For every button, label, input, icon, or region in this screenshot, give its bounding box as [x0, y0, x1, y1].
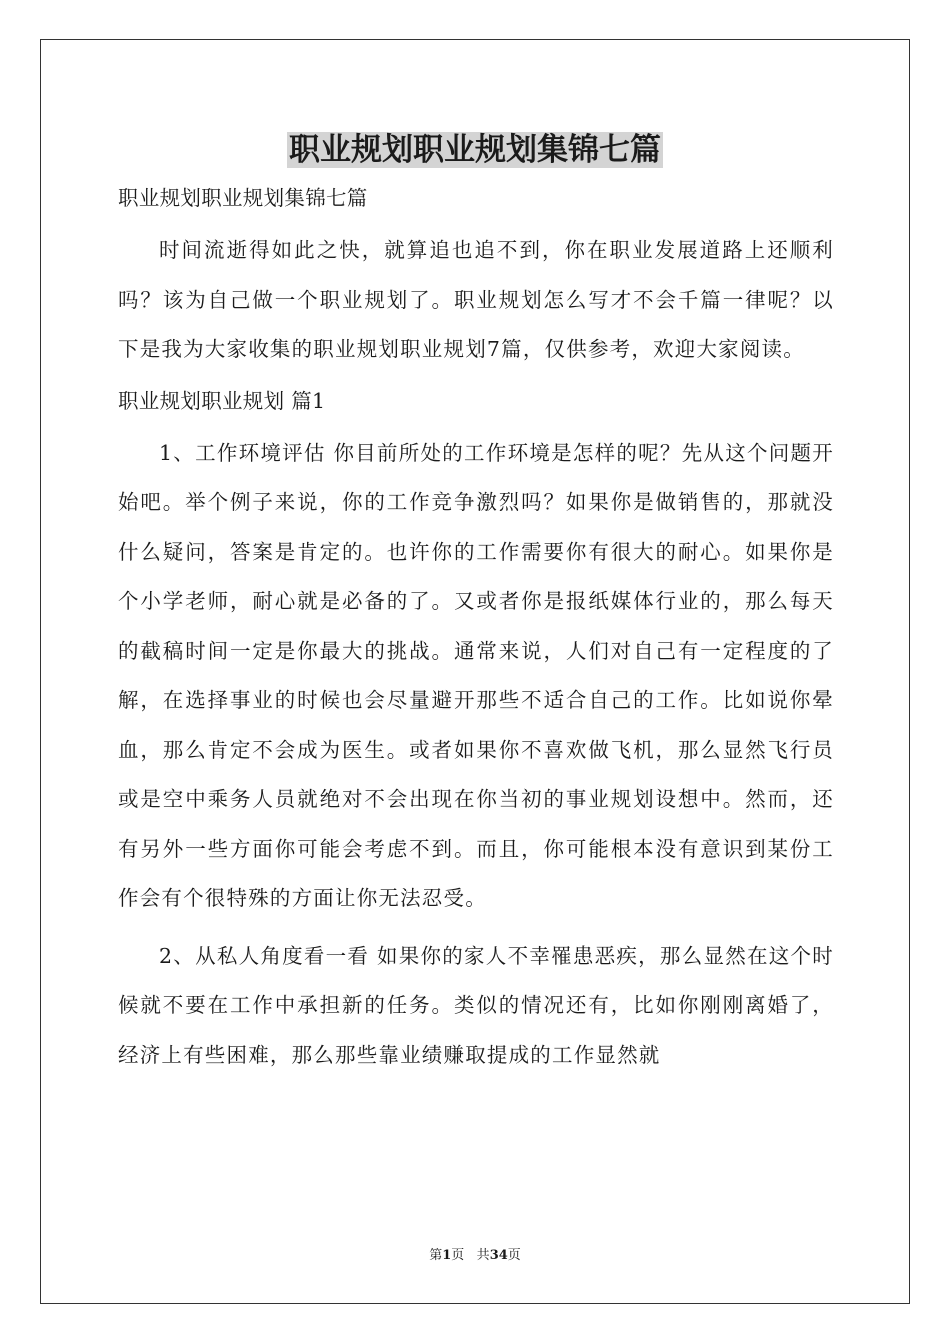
paragraph-personal-perspective: 2、从私人角度看一看 如果你的家人不幸罹患恶疾，那么显然在这个时候就不要在工作中承担新的任务。类似的情况还有，比如你刚刚离婚了，经济上有些困难，那么那些靠业绩赚取提成的工作显然就 [118, 943, 834, 1067]
page-footer [0, 1248, 950, 1264]
document-title [0, 130, 950, 170]
page-number: 1 [442, 1248, 452, 1263]
document-body [118, 178, 834, 1080]
section-heading: 职业规划职业规划 篇1 [118, 388, 326, 413]
total-suffix: 页 [507, 1248, 521, 1263]
intro-paragraph: 时间流逝得如此之快，就算追也追不到，你在职业发展道路上还顺利吗？该为自己做一个职业规划了。职业规划怎么写才不会千篇一律呢？以下是我为大家收集的职业规划职业规划7篇，仅供参考，欢迎大家阅读。 [118, 238, 834, 361]
document-title-text: 职业规划职业规划集锦七篇 [289, 132, 661, 168]
page-suffix: 页 [451, 1248, 465, 1263]
document-subtitle: 职业规划职业规划集锦七篇 [118, 186, 368, 210]
total-pages: 34 [489, 1248, 508, 1263]
paragraph-work-environment: 1、工作环境评估 你目前所处的工作环境是怎样的呢？先从这个问题开始吧。举个例子来说，你的工作竞争激烈吗？如果你是做销售的，那就没什么疑问，答案是肯定的。也许你的工作需要你有很大的耐心。如果你是个小学老师，耐心就是必备的了。又或者你是报纸媒体行业的，那么每天的截稿时间一定是你最大的挑战。通常来说，人们对自己有一定程度的了解，在选择事业的时候也会尽量避开那些不适合自己的工作。比如说你晕血，那么肯定不会成为医生。或者如果你不喜欢做飞机，那么显然飞行员或是空中乘务人员就绝对不会出现在你当初的事业规划设想中。然而，还有另外一些方面你可能会考虑不到。而且，你可能根本没有意识到某份工作会有个很特殊的方面让你无法忍受。 [118, 440, 834, 910]
page-prefix: 第 [429, 1248, 443, 1263]
total-prefix: 共 [476, 1248, 490, 1263]
